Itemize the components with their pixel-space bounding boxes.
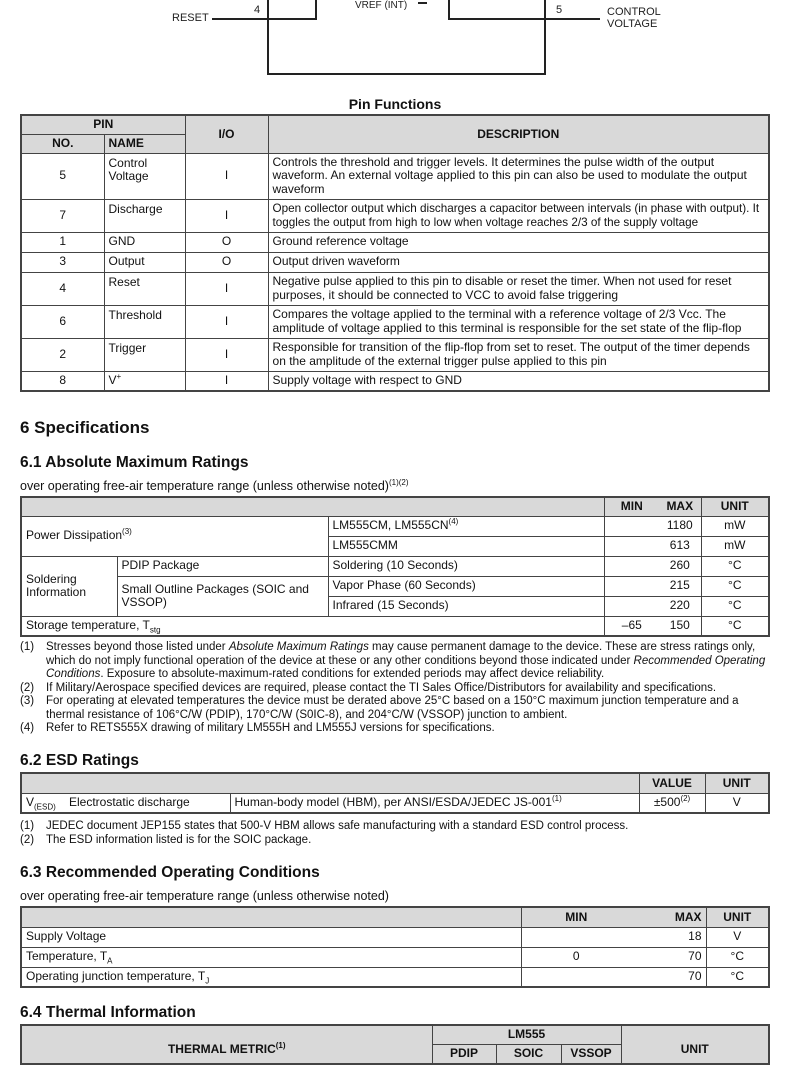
pin-name: Control Voltage xyxy=(104,153,185,199)
table-row xyxy=(21,371,769,391)
small-outline-label: Small Outline Packages (SOIC and VSSOP) xyxy=(117,576,328,616)
condition: Soldering (10 Seconds) xyxy=(328,556,604,576)
header-soic: SOIC xyxy=(496,1044,561,1064)
unit: °C xyxy=(701,576,769,596)
pin-name: V+ xyxy=(104,371,185,391)
parameter: Temperature, $T_A$ xyxy=(21,947,521,967)
pin-functions-title: Pin Functions xyxy=(348,96,442,112)
thermal-information-table xyxy=(20,1024,770,1065)
roc-subtitle: over operating free-air temperature range (unless otherwise noted) xyxy=(20,889,389,903)
control-label-2: VOLTAGE xyxy=(607,18,658,30)
header-max: MAX xyxy=(631,907,706,927)
pin-name: Output xyxy=(104,252,185,272)
reset-pin-number: 4 xyxy=(254,4,261,16)
table-row xyxy=(21,305,769,338)
control-voltage-wire xyxy=(545,18,600,20)
pin-functions-table xyxy=(20,114,770,392)
esd-value: $\pm 500^{(2)}$ xyxy=(639,793,705,813)
table-row xyxy=(21,232,769,252)
soldering-label: Soldering Information xyxy=(21,556,117,616)
esd-ratings-table xyxy=(20,772,770,814)
diagram-box-bottom xyxy=(267,73,546,75)
header-unit: UNIT xyxy=(621,1025,769,1064)
pin-no: 2 xyxy=(21,338,104,371)
pin-io: I xyxy=(185,272,268,305)
absolute-max-ratings-table xyxy=(20,496,770,637)
header-pdip: PDIP xyxy=(432,1044,496,1064)
diagram-inner-right xyxy=(448,0,450,20)
pdip-package-label: PDIP Package xyxy=(117,556,328,576)
unit: °C xyxy=(706,967,769,987)
table-row xyxy=(21,927,769,947)
condition: LM555CMM xyxy=(328,536,604,556)
vref-label: VREF (INT) xyxy=(355,0,408,11)
pin-no: 1 xyxy=(21,232,104,252)
table-row xyxy=(21,947,769,967)
unit: mW xyxy=(701,536,769,556)
parameter: Supply Voltage xyxy=(21,927,521,947)
max-value: 70 xyxy=(631,947,706,967)
header-min: MIN xyxy=(604,497,659,516)
pin-description: Supply voltage with respect to GND xyxy=(268,371,769,391)
table-row xyxy=(21,516,769,536)
min-value xyxy=(604,536,659,556)
header-blank xyxy=(21,497,604,516)
esd-parameter: Electrostatic discharge xyxy=(65,793,230,813)
min-value xyxy=(604,556,659,576)
pin-no: 7 xyxy=(21,199,104,232)
unit: °C xyxy=(706,947,769,967)
pin-name: Threshold xyxy=(104,305,185,338)
header-pin: PIN xyxy=(21,115,185,134)
diagram-inner-right-h xyxy=(448,18,546,20)
section-6-4-heading: 6.4 Thermal Information xyxy=(20,1004,196,1021)
table-row xyxy=(21,252,769,272)
min-value: –65 xyxy=(604,616,659,636)
footnote: (2) If Military/Aerospace specified devices are required, please contact the TI Sales Office/Distributors for availability and specifications. xyxy=(20,681,717,694)
footnote: (3) For operating at elevated temperatures the device must be derated above 25°C based on a 150°C maximum junction temperature and a thermal resistance of 106°C/W (PDIP), 170°C/W (S0IC-8), and 204°C/W (VSSOP) junction to ambient. xyxy=(20,695,739,721)
section-6-heading: 6 Specifications xyxy=(20,418,150,437)
diagram-inner-left-h xyxy=(267,18,317,20)
diagram-box-left xyxy=(267,0,269,75)
table-row xyxy=(21,576,769,596)
max-value: 613 xyxy=(659,536,701,556)
header-description: DESCRIPTION xyxy=(268,115,769,153)
parameter: Operating junction temperature, $T_J$ xyxy=(21,967,521,987)
pin-no: 5 xyxy=(21,153,104,199)
footnote: (2) The ESD information listed is for the SOIC package. xyxy=(20,833,312,846)
header-unit: UNIT xyxy=(705,773,769,793)
pin-name: Discharge xyxy=(104,199,185,232)
pin-io: I xyxy=(185,371,268,391)
footnote: (1) JEDEC document JEP155 states that 500-V HBM allows safe manufacturing with a standard ESD control process. xyxy=(20,820,629,832)
section-6-2-heading: 6.2 ESD Ratings xyxy=(20,752,139,769)
pin-name: Trigger xyxy=(104,338,185,371)
pin-description: Ground reference voltage xyxy=(268,232,769,252)
section-6-3-heading: 6.3 Recommended Operating Conditions xyxy=(20,864,320,881)
unit: V xyxy=(706,927,769,947)
header-unit: UNIT xyxy=(706,907,769,927)
pin-description: Responsible for transition of the flip-flop from set to reset. The output of the timer depends on the amplitude of the external trigger pulse applied to this pin xyxy=(268,338,769,371)
recommended-operating-conditions-table xyxy=(20,906,770,988)
footnote: (1) Stresses beyond those listed under Absolute Maximum Ratings may cause permanent damage to the device. These are stress ratings only, which do not imply functional operation of the device at these or any other conditions beyond those indicated under Recommended Operating Conditions. Exposure to absolute-maximum-rated conditions for extended periods may affect device reliability. xyxy=(20,641,766,680)
diagram-inner-left xyxy=(315,0,317,20)
min-value xyxy=(604,576,659,596)
header-blank xyxy=(21,907,521,927)
reset-wire xyxy=(212,18,268,20)
min-value xyxy=(604,516,659,536)
max-value: 215 xyxy=(659,576,701,596)
pin-description: Negative pulse applied to this pin to disable or reset the timer. When not used for reset purposes, it should be connected to VCC to avoid false triggering xyxy=(268,272,769,305)
max-value: 70 xyxy=(631,967,706,987)
header-max: MAX xyxy=(659,497,701,516)
storage-temp-label: Storage temperature, $T_{stg}$ xyxy=(21,616,604,636)
min-value: 0 xyxy=(521,947,631,967)
amr-footnotes xyxy=(20,641,780,736)
table-row xyxy=(21,556,769,576)
control-pin-number: 5 xyxy=(556,4,563,16)
unit: °C xyxy=(701,596,769,616)
max-value: 150 xyxy=(659,616,701,636)
table-row xyxy=(21,153,769,199)
pin-io: O xyxy=(185,252,268,272)
esd-condition: Human-body model (HBM), per ANSI/ESDA/JEDEC JS-001$^{(1)}$ xyxy=(230,793,639,813)
table-row xyxy=(21,199,769,232)
pin-io: I xyxy=(185,305,268,338)
min-value xyxy=(604,596,659,616)
header-blank xyxy=(21,773,639,793)
footnote: (4) Refer to RETS555X drawing of military LM555H and LM555J versions for specifications. xyxy=(20,722,495,734)
pin-io: O xyxy=(185,232,268,252)
unit: °C xyxy=(701,616,769,636)
pin-description: Controls the threshold and trigger levels. It determines the pulse width of the output waveform. An external voltage applied to this pin can also be used to modulate the output waveform xyxy=(268,153,769,199)
header-io: I/O xyxy=(185,115,268,153)
esd-symbol: $V_{(ESD)}$ xyxy=(21,793,65,813)
pin-description: Open collector output which discharges a capacitor between intervals (in phase with output). It toggles the output from high to low when voltage reaches 2/3 of the supply voltage xyxy=(268,199,769,232)
pin-no: 4 xyxy=(21,272,104,305)
power-dissipation-label: Power Dissipation$^{(3)}$ xyxy=(21,516,328,556)
control-label-1: CONTROL xyxy=(607,6,661,18)
amr-subtitle: over operating free-air temperature range (unless otherwise noted)$^{(1)(2)}$ xyxy=(20,477,409,493)
table-row xyxy=(21,793,769,813)
minus-sign xyxy=(418,2,427,4)
esd-footnotes xyxy=(20,820,780,847)
pin-description: Output driven waveform xyxy=(268,252,769,272)
header-no: NO. xyxy=(21,134,104,153)
max-value: 18 xyxy=(631,927,706,947)
table-row xyxy=(21,272,769,305)
pin-io: I xyxy=(185,199,268,232)
header-name: NAME xyxy=(104,134,185,153)
max-value: 260 xyxy=(659,556,701,576)
condition: Vapor Phase (60 Seconds) xyxy=(328,576,604,596)
min-value xyxy=(521,927,631,947)
pin-io: I xyxy=(185,153,268,199)
diagram-box-right xyxy=(544,0,546,75)
unit: °C xyxy=(701,556,769,576)
section-6-1-heading: 6.1 Absolute Maximum Ratings xyxy=(20,454,249,471)
header-unit: UNIT xyxy=(701,497,769,516)
condition: LM555CM, LM555CN$^{(4)}$ xyxy=(328,516,604,536)
pin-no: 8 xyxy=(21,371,104,391)
header-thermal-metric: THERMAL METRIC$^{(1)}$ xyxy=(21,1025,432,1064)
pin-no: 3 xyxy=(21,252,104,272)
table-row xyxy=(21,967,769,987)
unit: mW xyxy=(701,516,769,536)
pin-no: 6 xyxy=(21,305,104,338)
table-row xyxy=(21,616,769,636)
max-value: 1180 xyxy=(659,516,701,536)
pin-name: Reset xyxy=(104,272,185,305)
pin-description: Compares the voltage applied to the terminal with a reference voltage of 2/3 Vcc. The amplitude of voltage applied to this terminal is responsible for the set state of the flip-flop xyxy=(268,305,769,338)
pin-io: I xyxy=(185,338,268,371)
min-value xyxy=(521,967,631,987)
condition: Infrared (15 Seconds) xyxy=(328,596,604,616)
header-value: VALUE xyxy=(639,773,705,793)
max-value: 220 xyxy=(659,596,701,616)
header-vssop: VSSOP xyxy=(561,1044,621,1064)
header-device: LM555 xyxy=(432,1025,621,1044)
table-row xyxy=(21,338,769,371)
pin-name: GND xyxy=(104,232,185,252)
esd-unit: V xyxy=(705,793,769,813)
header-min: MIN xyxy=(521,907,631,927)
reset-label: RESET xyxy=(172,12,209,24)
